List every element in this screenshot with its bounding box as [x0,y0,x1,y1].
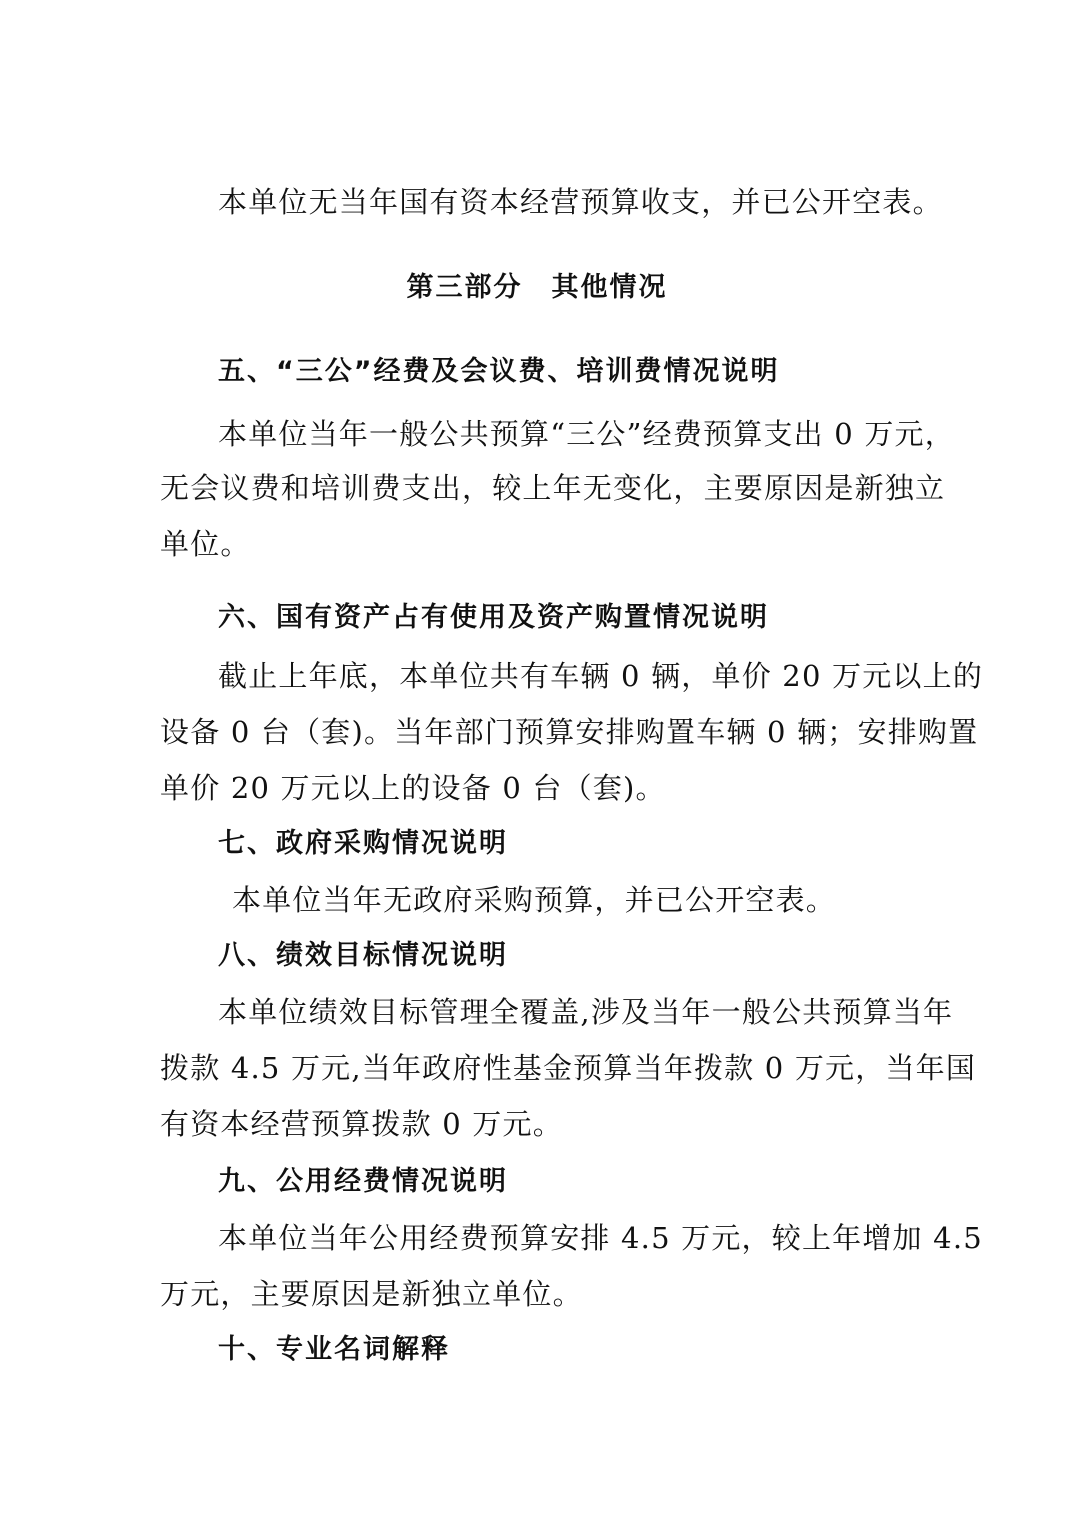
section-heading-9: 九、公用经费情况说明 [218,1166,508,1197]
section-6-line-1: 截止上年底，本单位共有车辆 0 辆，单价 20 万元以上的 [218,659,984,693]
section-9-line-2: 万元，主要原因是新独立单位。 [160,1277,583,1311]
section-5-line-3: 单位。 [160,527,251,561]
section-7-line-1: 本单位当年无政府采购预算，并已公开空表。 [232,883,837,917]
section-8-line-2: 拨款 4.5 万元,当年政府性基金预算当年拨款 0 万元，当年国 [160,1051,977,1085]
section-5-line-1: 本单位当年一般公共预算“三公”经费预算支出 0 万元， [218,417,955,451]
section-6-line-3: 单价 20 万元以上的设备 0 台（套)。 [160,771,666,805]
part-title: 第三部分 其他情况 [406,272,668,303]
section-heading-5: 五、“三公”经费及会议费、培训费情况说明 [218,356,780,387]
section-heading-6: 六、国有资产占有使用及资产购置情况说明 [218,602,769,633]
section-8-line-3: 有资本经营预算拨款 0 万元。 [160,1107,563,1141]
section-9-line-1: 本单位当年公用经费预算安排 4.5 万元，较上年增加 4.5 [218,1221,983,1255]
intro-paragraph: 本单位无当年国有资本经营预算收支，并已公开空表。 [218,185,943,219]
section-5-line-2: 无会议费和培训费支出，较上年无变化，主要原因是新独立 [160,471,946,505]
section-heading-7: 七、政府采购情况说明 [218,828,508,859]
section-heading-10: 十、专业名词解释 [218,1334,450,1365]
section-6-line-2: 设备 0 台（套)。当年部门预算安排购置车辆 0 辆；安排购置 [160,715,979,749]
section-8-line-1: 本单位绩效目标管理全覆盖,涉及当年一般公共预算当年 [218,995,954,1029]
section-heading-8: 八、绩效目标情况说明 [218,940,508,971]
